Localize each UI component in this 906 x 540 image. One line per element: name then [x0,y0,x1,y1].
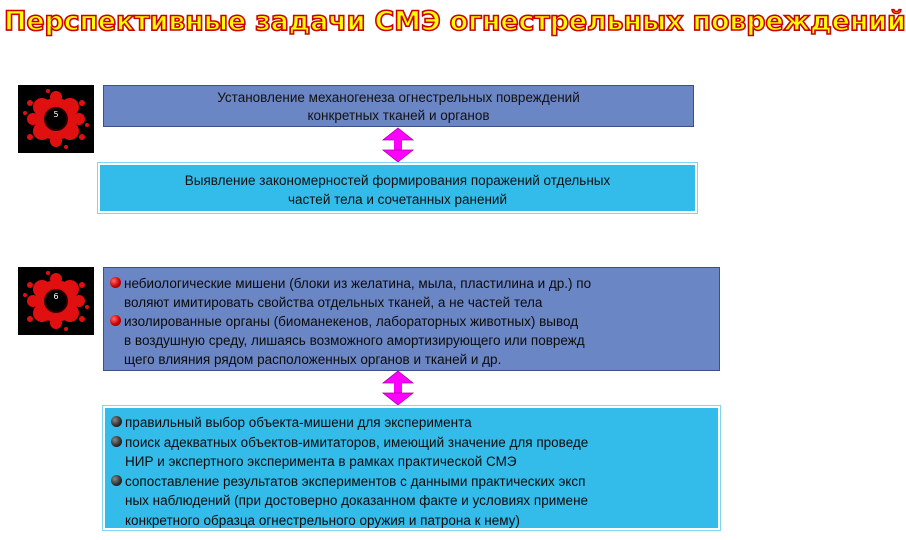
list-item: изолированные органы (биоманекенов, лабораторных животных) вывод [104,312,719,331]
slide-title: Перспективные задачи СМЭ огнестрельных повреждений [4,6,906,37]
list-item-continuation: НИР и экспертного эксперимента в рамках практической СМЭ [125,454,517,470]
bullet-icon [111,475,122,486]
list-item-continuation: щего влияния рядом расположенных органов и тканей и др. [124,352,502,367]
mechanogenesis-box [103,85,694,127]
emblem-number: 5 [53,110,59,119]
red-splat-icon [18,267,94,335]
list-item-continuation: конкретного образца огнестрельного оружия и патрона к нему) [125,512,520,528]
box-text-line: конкретных тканей и органов [307,108,490,123]
bullet-icon [111,416,122,427]
box-text-line: частей тела и сочетанных ранений [287,192,508,207]
box-text-line: Установление механогенеза огнестрельных повреждений [217,90,580,105]
double-arrow-icon [382,371,414,405]
list-item: поиск адекватных объектов-имитаторов, имеющий значение для проведе [105,433,718,453]
double-arrow-icon [382,128,414,162]
emblem-number: 6 [53,292,59,301]
red-splat-icon [18,85,94,153]
tasks-list-box [103,406,720,530]
patterns-box [98,163,697,213]
box-text-line: Выявление закономерностей формирования поражений отдельных [184,173,611,188]
bullet-icon [111,436,122,447]
list-item: небиологические мишени (блоки из желатина, мыла, пластилина и др.) по [104,274,719,293]
list-item: правильный выбор объекта-мишени для эксперимента [105,413,718,433]
targets-list-box [103,267,720,371]
emblem-6 [18,267,94,335]
list-item-continuation: воляют имитировать свойства отдельных тканей, а не частей тела [124,295,543,310]
bullet-icon [110,277,121,288]
list-item-continuation: в воздушную среду, лишаясь возможного амортизирующего или поврежд [124,333,585,348]
emblem-5 [18,85,94,153]
list-item-continuation: ных наблюдений (при достоверно доказанном факте и условиях примене [125,493,589,509]
list-item: сопоставление результатов экспериментов с данными практических эксп [105,472,718,492]
bullet-icon [110,315,121,326]
